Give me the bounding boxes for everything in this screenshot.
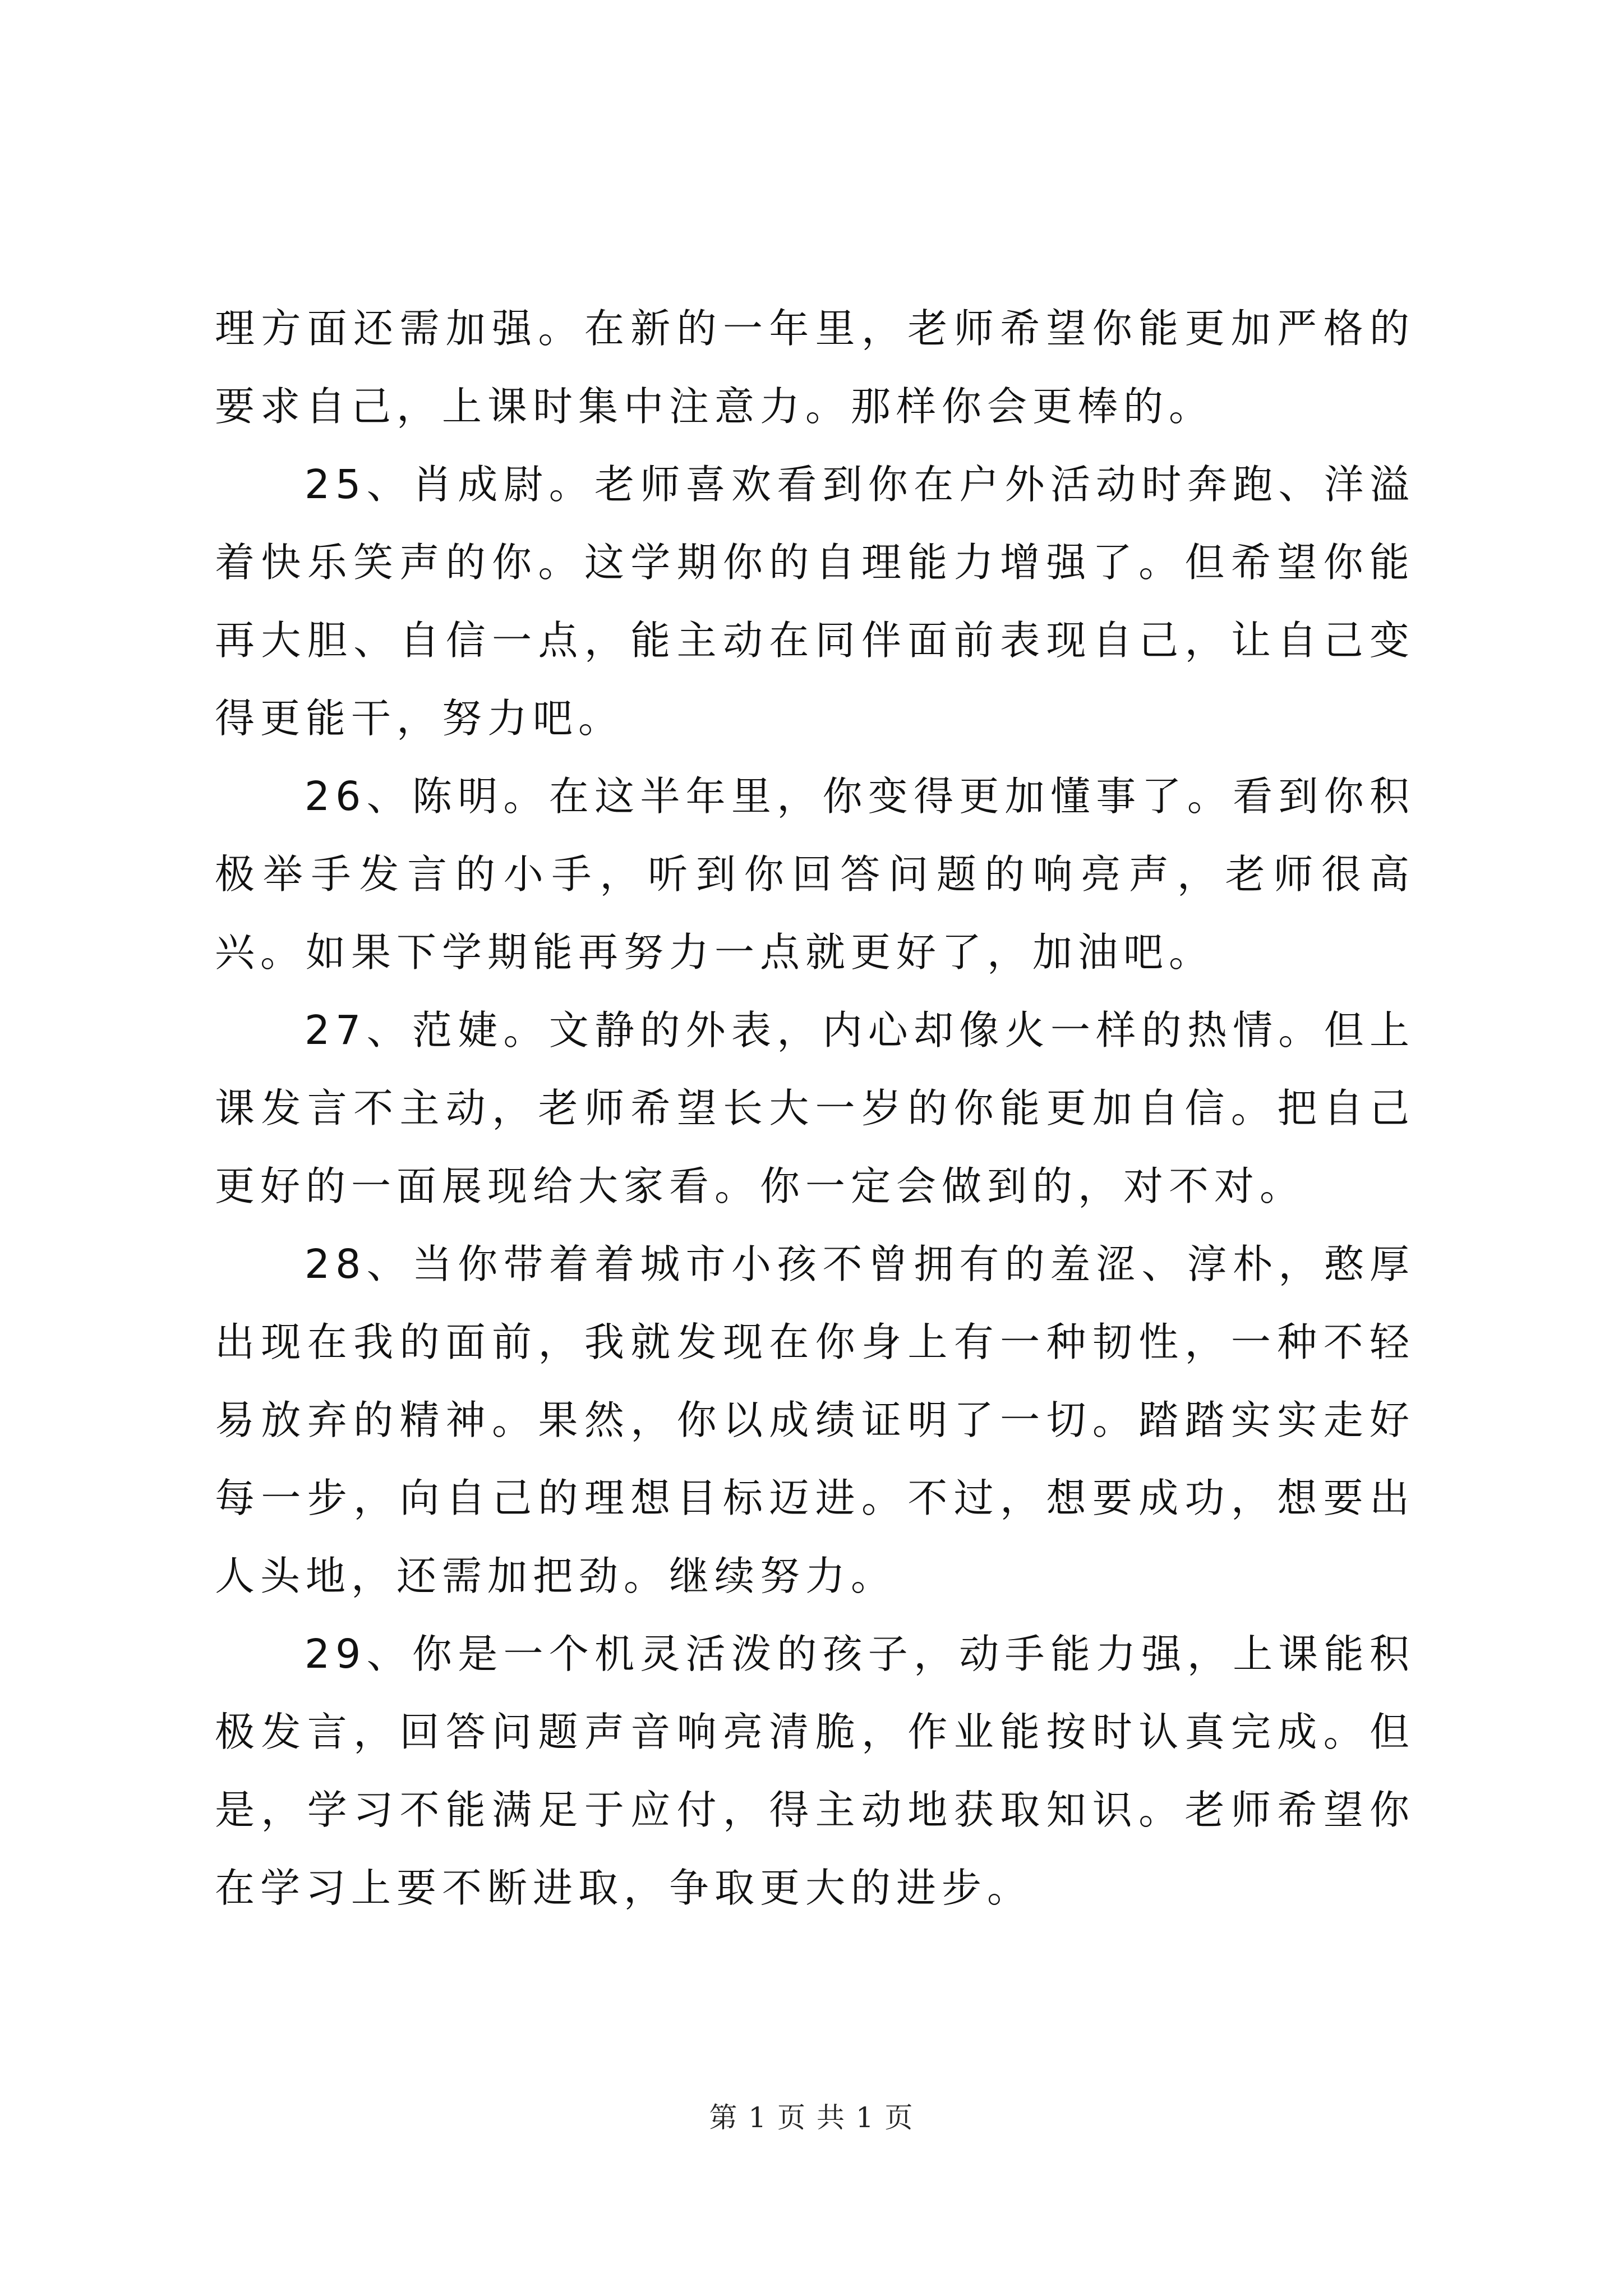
- paragraph-item-25: 25、肖成尉。老师喜欢看到你在户外活动时奔跑、洋溢着快乐笑声的你。这学期你的自理能力增强了。但希望你能再大胆、自信一点，能主动在同伴面前表现自己，让自己变得更能干，努力吧。: [215, 461, 1415, 742]
- page-number-footer: 第 1 页 共 1 页: [709, 2101, 914, 2134]
- paragraph-item-27: 27、范婕。文静的外表，内心却像火一样的热情。但上课发言不主动，老师希望长大一岁的你能更加自信。把自己更好的一面展现给大家看。你一定会做到的，对不对。: [215, 1007, 1415, 1209]
- document-body: [215, 289, 1415, 1927]
- paragraph-item-26: 26、陈明。在这半年里，你变得更加懂事了。看到你积极举手发言的小手，听到你回答问题的响亮声，老师很高兴。如果下学期能再努力一点就更好了，加油吧。: [215, 773, 1415, 976]
- paragraph-item-29: 29、你是一个机灵活泼的孩子，动手能力强，上课能积极发言，回答问题声音响亮清脆，作业能按时认真完成。但是，学习不能满足于应付，得主动地获取知识。老师希望你在学习上要不断进取，争取更大的进步。: [215, 1631, 1415, 1911]
- paragraph-item-28: 28、当你带着着城市小孩不曾拥有的羞涩、淳朴，憨厚出现在我的面前，我就发现在你身上有一种韧性，一种不轻易放弃的精神。果然，你以成绩证明了一切。踏踏实实走好每一步，向自己的理想目标迈进。不过，想要成功，想要出人头地，还需加把劲。继续努力。: [215, 1241, 1415, 1599]
- paragraph-continued: 理方面还需加强。在新的一年里，老师希望你能更加严格的要求自己，上课时集中注意力。那样你会更棒的。: [215, 305, 1415, 430]
